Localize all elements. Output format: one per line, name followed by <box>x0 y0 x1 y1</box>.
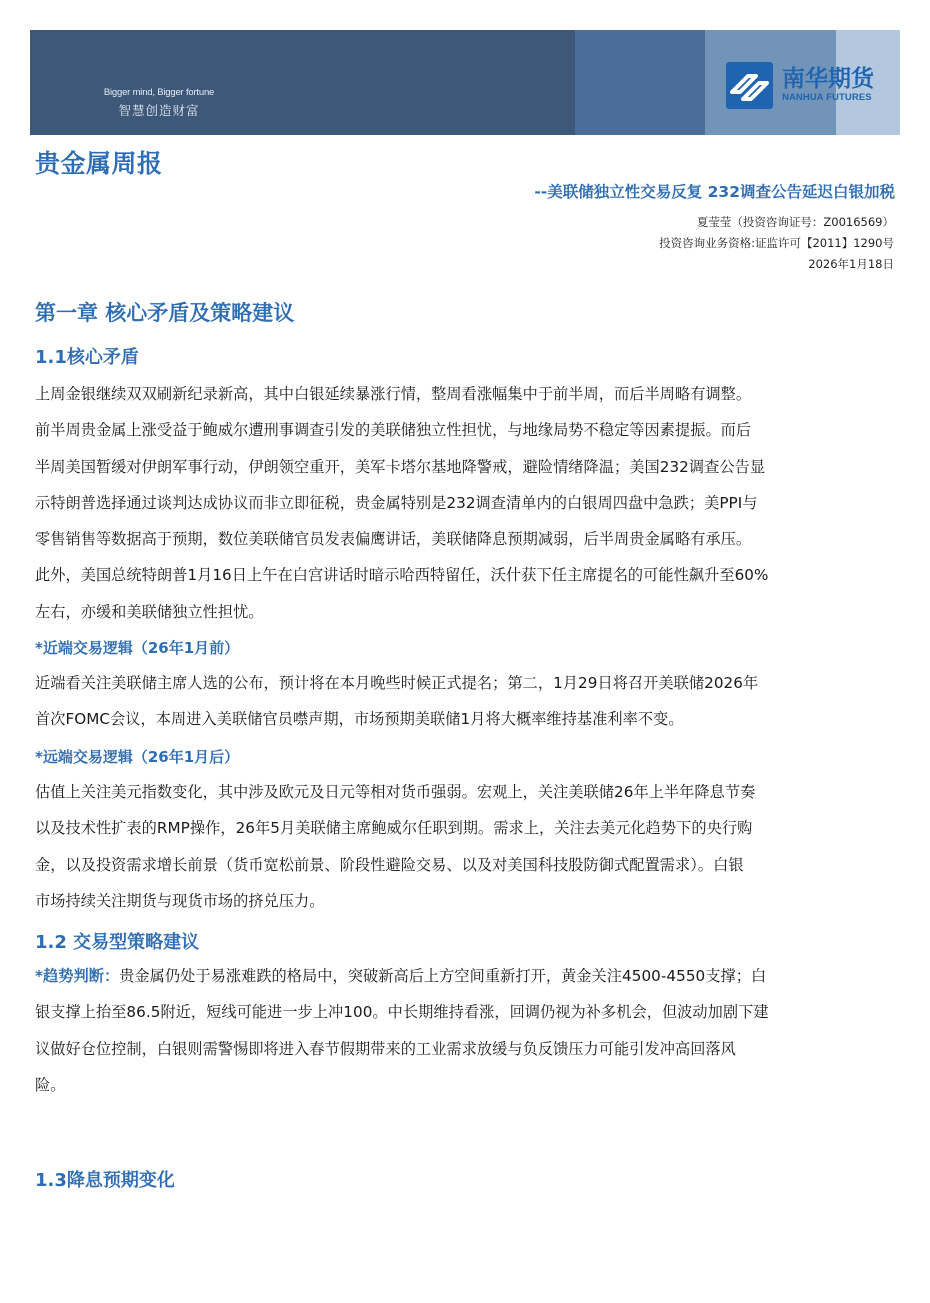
chapter-title: 第一章 核心矛盾及策略建议 <box>35 301 295 325</box>
text-line: 半周美国暂缓对伊朗军事行动，伊朗领空重开，美军卡塔尔基地降警戒，避险情绪降温；美国232调查公告显 <box>35 457 766 476</box>
core-conflict-paragraph <box>35 376 897 630</box>
report-date: 2026年1月18日 <box>808 257 894 271</box>
text-segment: 贵金属仍处于易涨难跌的格局中，突破新高后上方空间重新打开，黄金关注4500-4550支撑；白 <box>119 967 767 985</box>
logo-chinese: 南华期货 <box>782 66 874 92</box>
text-line: 金，以及投资需求增长前景（货币宽松前景、阶段性避险交易、以及对美国科技股防御式配置需求）。白银 <box>35 855 744 874</box>
company-logo <box>726 61 874 109</box>
text-line: 估值上关注美元指数变化，其中涉及欧元及日元等相对货币强弱。宏观上，关注美联储26年上半年降息节奏 <box>35 783 756 801</box>
text-line: 上周金银继续双双刷新纪录新高，其中白银延续暴涨行情，整周看涨幅集中于前半周，而后半周略有调整。 <box>35 385 752 403</box>
text-line: 前半周贵金属上涨受益于鲍威尔遭刑事调查引发的美联储独立性担忧，与地缘局势不稳定等因素提振。而后 <box>35 421 752 440</box>
license-line: 投资咨询业务资格:证监许可【2011】1290号 <box>659 236 894 250</box>
text-line: 险。 <box>35 1075 66 1094</box>
slogan <box>88 87 230 119</box>
text-line: 零售销售等数据高于预期，数位美联储官员发表偏鹰讲话，美联储降息预期减弱，后半周贵金属略有承压。 <box>35 530 752 549</box>
document-subtitle: --美联储独立性交易反复 232调查公告延迟白银加税 <box>534 183 895 201</box>
section-title-core-conflict: 1.1核心矛盾 <box>35 347 139 368</box>
author-line: 夏莹莹（投资咨询证号：Z0016569） <box>696 215 894 229</box>
text-line: 银支撑上抬至86.5附近，短线可能进一步上冲100。中长期维持看涨，回调仍视为补多机会，但波动加剧下建 <box>35 1003 769 1022</box>
text-line <box>35 958 897 994</box>
trend-judgment-paragraph <box>35 958 897 1103</box>
slogan-chinese: 智慧创造财富 <box>118 103 200 118</box>
text-line: 议做好仓位控制，白银则需警惕即将进入春节假期带来的工业需求放缓与负反馈压力可能引发冲高回落风 <box>35 1039 736 1058</box>
document-title: 贵金属周报 <box>35 149 163 178</box>
near-term-logic-paragraph <box>35 665 897 738</box>
nanhua-logo-icon <box>726 62 773 109</box>
long-term-logic-label: *远端交易逻辑（26年1月后） <box>35 748 240 766</box>
slogan-english: Bigger mind, Bigger fortune <box>103 87 215 98</box>
text-line: 以及技术性扩表的RMP操作，26年5月美联储主席鲍威尔任职到期。需求上，关注去美元化趋势下的央行购 <box>35 819 753 838</box>
banner-band-mid <box>575 30 705 135</box>
text-line: 首次FOMC会议，本周进入美联储官员噤声期，市场预期美联储1月将大概率维持基准利率不变。 <box>35 710 684 729</box>
logo-english: NANHUA FUTURES <box>782 92 872 103</box>
near-term-logic-label: *近端交易逻辑（26年1月前） <box>35 639 240 657</box>
text-line: 近端看关注美联储主席人选的公布，预计将在本月晚些时候正式提名；第二，1月29日将召开美联储2026年 <box>35 674 759 692</box>
text-line: 左右，亦缓和美联储独立性担忧。 <box>35 602 264 621</box>
text-line: 此外，美国总统特朗普1月16日上午在白宫讲话时暗示哈西特留任，沃什获下任主席提名的可能性飙升至60% <box>35 566 769 585</box>
header-banner <box>30 30 900 135</box>
text-line: 示特朗普选择通过谈判达成协议而非立即征税，贵金属特别是232调查清单内的白银周四盘中急跌；美PPI与 <box>35 493 758 512</box>
trend-judgment-label: *趋势判断： <box>35 967 120 985</box>
long-term-logic-paragraph <box>35 774 897 919</box>
section-title-trading-strategy: 1.2 交易型策略建议 <box>35 932 200 953</box>
section-title-rate-cut-expectations: 1.3降息预期变化 <box>35 1170 175 1191</box>
logo-text <box>782 67 874 103</box>
text-line: 市场持续关注期货与现货市场的挤兑压力。 <box>35 891 325 910</box>
